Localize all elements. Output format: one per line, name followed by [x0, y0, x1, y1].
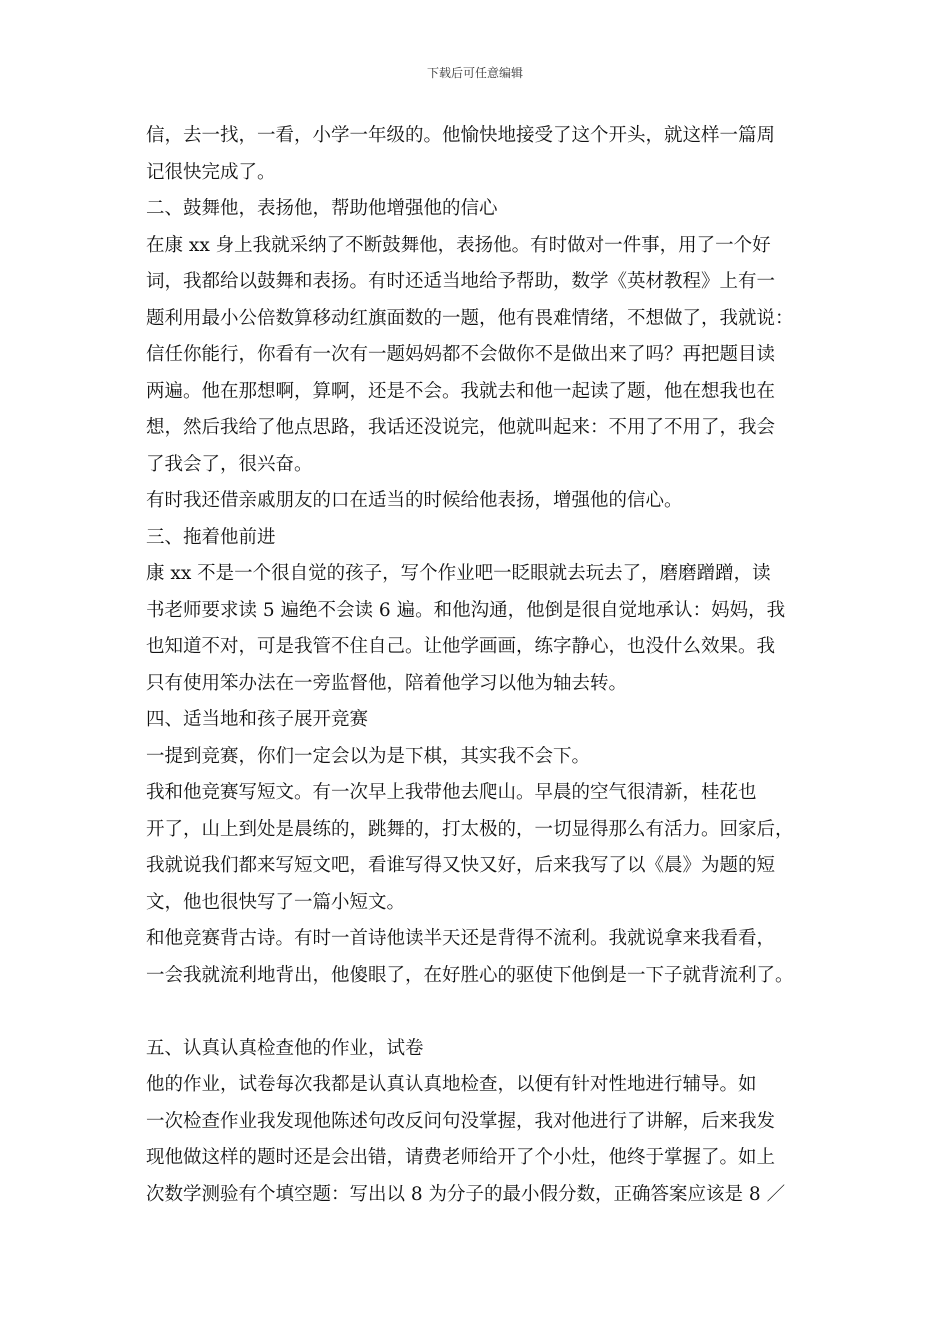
text-line: 两遍。他在那想啊，算啊，还是不会。我就去和他一起读了题，他在想我也在: [146, 380, 776, 402]
text-line: 题利用最小公倍数算移动红旗面数的一题，他有畏难情绪，不想做了，我就说：: [146, 307, 794, 329]
page-header: 下载后可任意编辑: [426, 66, 523, 80]
text-line: 康 xx 不是一个很自觉的孩子，写个作业吧一眨眼就去玩去了，磨磨蹭蹭，读: [146, 563, 771, 584]
text-line: 记很快完成了。: [146, 161, 276, 183]
text-line: 在康 xx 身上我就采纳了不断鼓舞他，表扬他。有时做对一件事，用了一个好: [146, 234, 771, 256]
text-line: 也知道不对，可是我管不住自己。让他学画画，练字静心，也没什么效果。我: [146, 636, 776, 657]
text-line: 我就说我们都来写短文吧，看谁写得又快又好，后来我写了以《晨》为题的短: [146, 855, 776, 876]
text-line: 一提到竞赛，你们一定会以为是下棋，其实我不会下。: [146, 745, 591, 767]
text-line: 文，他也很快写了一篇小短文。: [146, 891, 406, 913]
text-line: 只有使用笨办法在一旁监督他，陪着他学习以他为轴去转。: [146, 672, 628, 694]
text-line: 和他竞赛背古诗。有时一首诗他读半天还是背得不流利。我就说拿来我看看，: [146, 928, 776, 949]
text-line: 三、拖着他前进: [146, 526, 276, 548]
text-line: 二、鼓舞他，表扬他，帮助他增强他的信心: [146, 198, 498, 219]
text-line: 五、认真认真检查他的作业，试卷: [146, 1037, 424, 1059]
text-line: 书老师要求读 5 遍绝不会读 6 遍。和他沟通，他倒是很自觉地承认：妈妈，我: [146, 599, 786, 621]
text-line: 现他做这样的题时还是会出错，请费老师给开了个小灶，他终于掌握了。如上: [146, 1147, 776, 1168]
text-line: 词，我都给以鼓舞和表扬。有时还适当地给予帮助，数学《英材教程》上有一: [146, 271, 776, 292]
text-line: 了我会了，很兴奋。: [146, 453, 313, 475]
text-line: 开了，山上到处是晨练的，跳舞的，打太极的，一切显得那么有活力。回家后，: [146, 818, 794, 840]
text-line: 有时我还借亲戚朋友的口在适当的时候给他表扬，增强他的信心。: [146, 490, 683, 511]
text-line: 信，去一找，一看，小学一年级的。他愉快地接受了这个开头，就这样一篇周: [146, 125, 776, 146]
document-body: [146, 118, 826, 1213]
text-line: 一次检查作业我发现他陈述句改反问句没掌握，我对他进行了讲解，后来我发: [146, 1110, 776, 1132]
text-line: 四、适当地和孩子展开竞赛: [146, 709, 369, 730]
blank-line: [146, 994, 826, 1031]
text-line: 信任你能行，你看有一次有一题妈妈都不会做你不是做出来了吗？再把题目读: [146, 344, 776, 365]
text-line: 他的作业，试卷每次我都是认真认真地检查，以便有针对性地进行辅导。如: [146, 1074, 757, 1095]
text-line: 想，然后我给了他点思路，我话还没说完，他就叫起来：不用了不用了，我会: [146, 417, 776, 438]
text-line: 次数学测验有个填空题：写出以 8 为分子的最小假分数，正确答案应该是 8 ／: [146, 1183, 786, 1205]
text-line: 我和他竞赛写短文。有一次早上我带他去爬山。早晨的空气很清新，桂花也: [146, 782, 757, 803]
text-line: 一会我就流利地背出，他傻眼了，在好胜心的驱使下他倒是一下子就背流利了。: [146, 964, 794, 986]
